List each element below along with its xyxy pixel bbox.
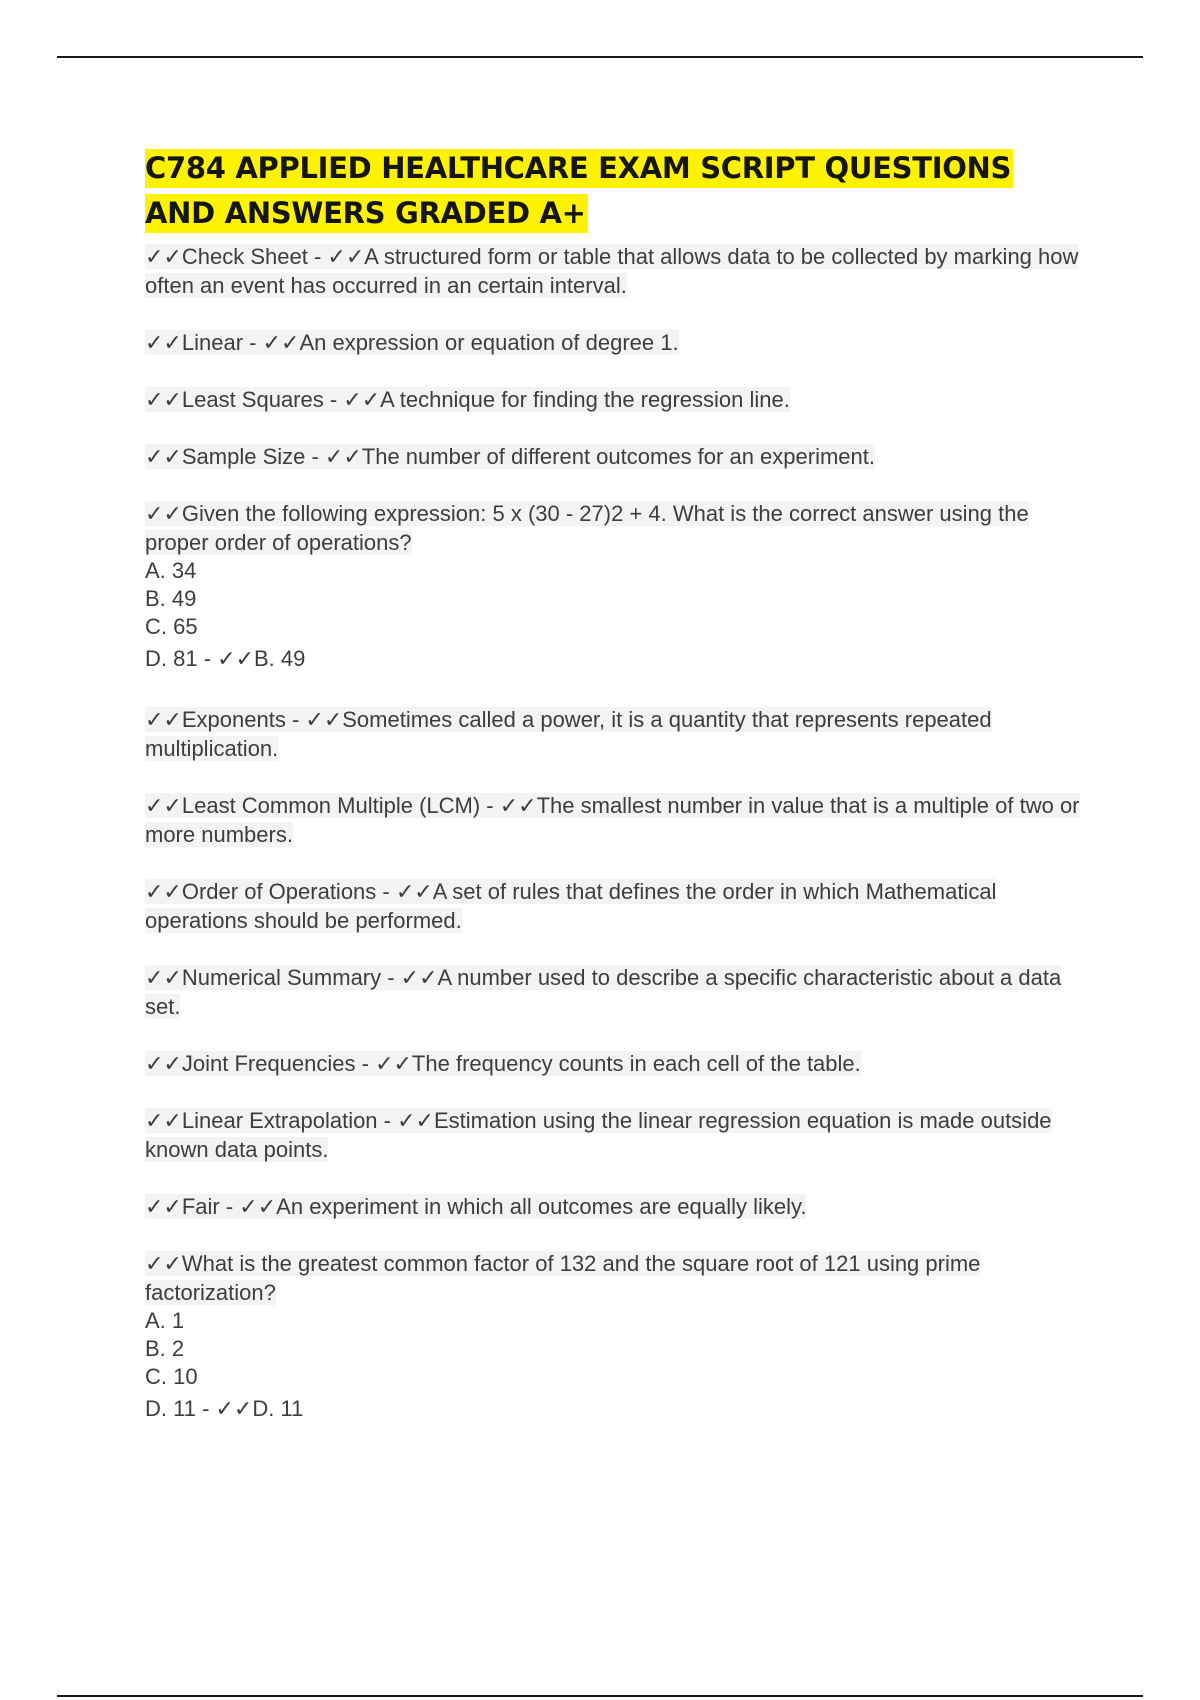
qa-text: ✓✓Exponents - ✓✓Sometimes called a power, it is a quantity that represents repeated multiplication. [145,707,992,761]
option-d-with-answer: D. 81 - ✓✓B. 49 [145,646,306,671]
qa-entry-linear [145,328,1085,357]
qa-text: ✓✓Numerical Summary - ✓✓A number used to describe a specific characteristic about a data set. [145,965,1062,1019]
qa-entry-sample-size [145,442,1085,471]
qa-entry-order-expression [145,499,1085,677]
option-a: A. 34 [145,558,197,583]
option-c: C. 10 [145,1364,198,1389]
qa-text: ✓✓Sample Size - ✓✓The number of different outcomes for an experiment. [145,444,875,469]
document-title [145,146,1085,236]
qa-text: ✓✓Order of Operations - ✓✓A set of rules that defines the order in which Mathematical operations should be performed. [145,879,997,933]
document-body [145,146,1085,1455]
footer-rule [57,1695,1143,1697]
title-line-2: AND ANSWERS GRADED A+ [145,194,588,233]
answer-options [145,1307,1085,1427]
answer-options [145,557,1085,677]
qa-text: ✓✓Least Common Multiple (LCM) - ✓✓The smallest number in value that is a multiple of two or more numbers. [145,793,1080,847]
qa-entry-gcf [145,1249,1085,1427]
qa-entry-least-squares [145,385,1085,414]
qa-text: ✓✓Linear - ✓✓An expression or equation of degree 1. [145,330,679,355]
option-a: A. 1 [145,1308,185,1333]
qa-entry-lcm [145,791,1085,849]
qa-text: ✓✓Joint Frequencies - ✓✓The frequency counts in each cell of the table. [145,1051,861,1076]
qa-entry-fair [145,1192,1085,1221]
qa-entry-linear-extrapolation [145,1106,1085,1164]
title-line-1: C784 APPLIED HEALTHCARE EXAM SCRIPT QUESTIONS [145,149,1013,188]
question-text: ✓✓Given the following expression: 5 x (30 - 27)2 + 4. What is the correct answer using the proper order of operations? [145,501,1029,555]
qa-text: ✓✓Check Sheet - ✓✓A structured form or table that allows data to be collected by marking how often an event has occurred in an certain interval. [145,244,1079,298]
qa-text: ✓✓Fair - ✓✓An experiment in which all outcomes are equally likely. [145,1194,807,1219]
qa-entry-exponents [145,705,1085,763]
header-rule [57,56,1143,58]
option-d-with-answer: D. 11 - ✓✓D. 11 [145,1396,304,1421]
qa-text: ✓✓Least Squares - ✓✓A technique for finding the regression line. [145,387,790,412]
qa-entry-check-sheet [145,242,1085,300]
option-b: B. 2 [145,1336,185,1361]
qa-text: ✓✓Linear Extrapolation - ✓✓Estimation using the linear regression equation is made outside known data points. [145,1108,1052,1162]
qa-entry-joint-frequencies [145,1049,1085,1078]
question-text: ✓✓What is the greatest common factor of 132 and the square root of 121 using prime factorization? [145,1251,981,1305]
option-c: C. 65 [145,614,198,639]
option-b: B. 49 [145,586,197,611]
qa-entry-numerical-summary [145,963,1085,1021]
qa-entry-order-of-operations [145,877,1085,935]
